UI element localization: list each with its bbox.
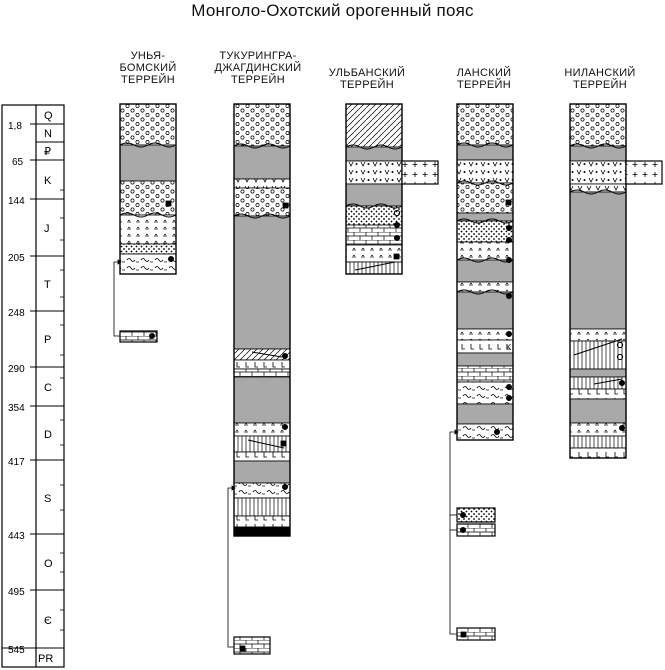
period-label: J [44,223,50,235]
column-ulban [346,104,438,274]
terrane-title-line: ДЖАГДИНСКИЙ [214,62,302,74]
age-label: 248 [8,308,25,319]
period-label: Q [44,110,53,122]
terrane-title-line: ТЕРРЕЙН [120,74,176,86]
timescale-frame [2,105,64,667]
period-label: C [44,382,52,394]
age-label: 495 [8,587,25,598]
granite-inset [402,161,438,184]
period-label: ₽ [44,146,51,158]
column-lan [450,104,513,640]
age-label: 1,8 [8,121,22,132]
terrane-title-line: УНЬЯ- [130,50,166,62]
period-label: N [44,128,52,140]
terrane-title-line: ТУКУРИНГРА- [219,50,297,62]
age-label: 354 [8,403,25,414]
age-label: 443 [8,531,25,542]
period-label: S [44,493,52,505]
age-label: 290 [8,364,25,375]
period-label: D [44,429,52,441]
period-label: Є [44,615,52,627]
period-label: O [44,558,53,570]
marker-label: K [506,343,512,352]
column-unya-bom [114,104,176,342]
terrane-title-line: УЛЬБАНСКИЙ [328,67,406,79]
terrane-title-line: НИЛАНСКИЙ [564,67,636,79]
column-tukuringra [228,104,290,654]
age-label: 545 [8,645,25,656]
terrane-title-line: ТЕРРЕЙН [230,74,286,86]
period-label: PR [38,653,54,665]
terrane-title-line: ТЕРРЕЙН [339,79,395,91]
terrane-title-line: ЛАНСКИЙ [456,67,512,79]
figure-title: Монголо-Охотский орогенный пояс [191,1,474,20]
period-label: P [44,334,52,346]
terrane-title-line: БОМСКИЙ [119,62,177,74]
terrane-title-line: ТЕРРЕЙН [572,79,628,91]
column-nilan [570,104,662,458]
age-label: 417 [8,457,25,468]
terrane-title-line: ТЕРРЕЙН [456,79,512,91]
age-label: 205 [8,253,25,264]
period-label: T [44,279,51,291]
age-label: 65 [12,157,24,168]
age-label: 144 [8,196,25,207]
period-label: K [44,175,52,187]
granite-inset [626,161,662,184]
timescale [2,105,64,667]
